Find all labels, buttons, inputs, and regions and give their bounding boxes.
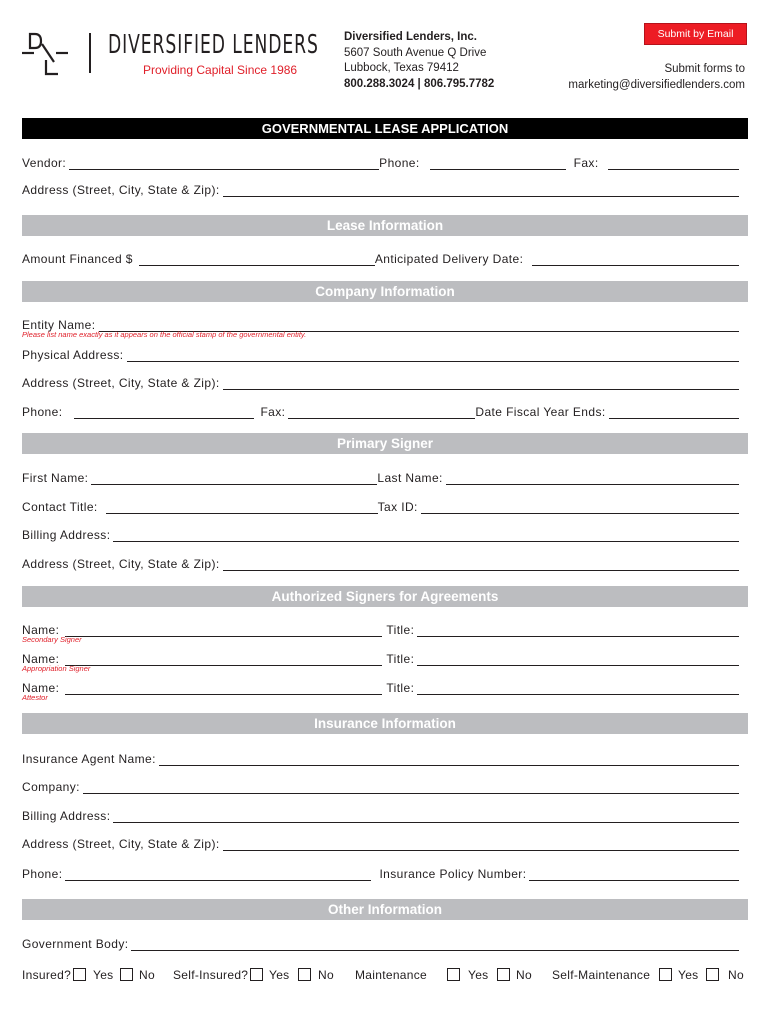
attestor-note: Attestor <box>22 693 48 702</box>
signer-address-label: Address (Street, City, State & Zip): <box>22 557 220 571</box>
vendor-row <box>22 152 739 170</box>
tax-id-label: Tax ID: <box>377 500 418 514</box>
insurance-agent-label: Insurance Agent Name: <box>22 752 156 766</box>
insurance-company-field[interactable] <box>83 781 739 794</box>
insurance-company-row <box>22 776 739 794</box>
checkbox-row <box>22 966 752 984</box>
secondary-signer-note: Secondary Signer <box>22 635 82 644</box>
insured-no-checkbox[interactable] <box>120 968 133 981</box>
fiscal-year-label: Date Fiscal Year Ends: <box>475 405 606 419</box>
vendor-field[interactable] <box>69 157 379 170</box>
maintenance-no-checkbox[interactable] <box>497 968 510 981</box>
appropriation-signer-note: Appropriation Signer <box>22 664 91 673</box>
authorized-name-label-2: Name: <box>22 652 60 666</box>
company-address-field[interactable] <box>223 377 739 390</box>
physical-address-label: Physical Address: <box>22 348 124 362</box>
insurance-agent-field[interactable] <box>159 753 739 766</box>
contact-title-label: Contact Title: <box>22 500 98 514</box>
last-name-label: Last Name: <box>377 471 443 485</box>
self-maintenance-no-label: No <box>728 968 744 982</box>
authorized-row-3 <box>22 677 739 695</box>
other-section-header: Other Information <box>22 899 748 920</box>
policy-number-label: Insurance Policy Number: <box>379 867 527 881</box>
authorized-name-label-1: Name: <box>22 623 60 637</box>
signer-billing-field[interactable] <box>113 529 739 542</box>
logo-tagline: Providing Capital Since 1986 <box>143 63 298 77</box>
signer-name-row <box>22 467 739 485</box>
insurance-agent-row <box>22 748 739 766</box>
tax-id-field[interactable] <box>421 501 739 514</box>
company-phone-field[interactable] <box>74 406 254 419</box>
company-fax-field[interactable] <box>288 406 475 419</box>
physical-address-row <box>22 344 739 362</box>
company-section-header: Company Information <box>22 281 748 302</box>
company-street: 5607 South Avenue Q Drive <box>344 46 487 59</box>
authorized-row-1 <box>22 619 739 637</box>
government-body-field[interactable] <box>131 938 739 951</box>
vendor-phone-label: Phone: <box>379 156 420 170</box>
insurance-address-field[interactable] <box>223 838 739 851</box>
company-phone-row <box>22 401 739 419</box>
delivery-date-field[interactable] <box>532 253 739 266</box>
authorized-title-label-1: Title: <box>386 623 415 637</box>
signer-billing-row <box>22 524 739 542</box>
amount-financed-field[interactable] <box>139 253 375 266</box>
submit-note-text: Submit forms to <box>664 63 745 75</box>
insurance-billing-label: Billing Address: <box>22 809 111 823</box>
authorized-title-label-3: Title: <box>386 681 415 695</box>
insurance-company-label: Company: <box>22 780 80 794</box>
company-name: Diversified Lenders, Inc. <box>344 31 477 43</box>
fiscal-year-field[interactable] <box>609 406 739 419</box>
submit-email-link[interactable]: marketing@diversifiedlenders.com <box>568 79 745 91</box>
self-insured-no-label: No <box>318 968 334 982</box>
form-title: GOVERNMENTAL LEASE APPLICATION <box>22 118 748 139</box>
delivery-date-label: Anticipated Delivery Date: <box>374 252 524 266</box>
company-phone-label: Phone: <box>22 405 63 419</box>
authorized-signers-section-header: Authorized Signers for Agreements <box>22 586 748 607</box>
first-name-field[interactable] <box>91 472 377 485</box>
insurance-phone-row <box>22 863 739 881</box>
authorized-title-field-2[interactable] <box>417 653 739 666</box>
maintenance-yes-label: Yes <box>468 968 489 982</box>
signer-address-row <box>22 553 739 571</box>
signer-address-field[interactable] <box>223 558 739 571</box>
insurance-address-row <box>22 833 739 851</box>
company-address-label: Address (Street, City, State & Zip): <box>22 376 220 390</box>
insurance-phone-field[interactable] <box>65 868 371 881</box>
vendor-label: Vendor: <box>22 156 67 170</box>
maintenance-label: Maintenance <box>355 968 428 982</box>
policy-number-field[interactable] <box>529 868 739 881</box>
last-name-field[interactable] <box>446 472 739 485</box>
contact-title-field[interactable] <box>106 501 378 514</box>
authorized-name-label-3: Name: <box>22 681 60 695</box>
insurance-billing-row <box>22 805 739 823</box>
maintenance-yes-checkbox[interactable] <box>447 968 460 981</box>
self-insured-yes-label: Yes <box>269 968 290 982</box>
lease-row <box>22 248 739 266</box>
logo-divider <box>89 33 91 73</box>
authorized-name-field-2[interactable] <box>65 653 382 666</box>
government-body-label: Government Body: <box>22 937 129 951</box>
insured-yes-label: Yes <box>93 968 114 982</box>
entity-note: Please list name exactly as it appears on the official stamp of the governmental entity. <box>22 330 307 339</box>
maintenance-no-label: No <box>516 968 532 982</box>
authorized-title-label-2: Title: <box>386 652 415 666</box>
vendor-fax-label: Fax: <box>573 156 599 170</box>
first-name-label: First Name: <box>22 471 89 485</box>
vendor-address-label: Address (Street, City, State & Zip): <box>22 183 220 197</box>
insurance-phone-label: Phone: <box>22 867 63 881</box>
self-maintenance-no-checkbox[interactable] <box>706 968 719 981</box>
company-address-row <box>22 372 739 390</box>
lease-section-header: Lease Information <box>22 215 748 236</box>
authorized-title-field-1[interactable] <box>417 624 739 637</box>
self-insured-no-checkbox[interactable] <box>298 968 311 981</box>
submit-note <box>568 61 745 93</box>
insurance-section-header: Insurance Information <box>22 713 748 734</box>
insured-no-label: No <box>139 968 155 982</box>
insured-label: Insured? <box>22 968 72 982</box>
government-body-row <box>22 933 739 951</box>
company-address-block <box>344 30 494 92</box>
vendor-address-field[interactable] <box>223 184 739 197</box>
self-maintenance-yes-label: Yes <box>678 968 699 982</box>
amount-financed-label: Amount Financed $ <box>22 252 133 266</box>
self-maintenance-label: Self-Maintenance <box>552 968 651 982</box>
vendor-address-row <box>22 179 739 197</box>
authorized-name-field-1[interactable] <box>65 624 382 637</box>
authorized-name-field-3[interactable] <box>65 682 382 695</box>
self-maintenance-yes-checkbox[interactable] <box>659 968 672 981</box>
signer-title-row <box>22 496 739 514</box>
company-phones: 800.288.3024 | 806.795.7782 <box>344 77 495 90</box>
submit-by-email-button[interactable]: Submit by Email <box>644 23 747 45</box>
authorized-title-field-3[interactable] <box>417 682 739 695</box>
company-fax-label: Fax: <box>260 405 286 419</box>
logo-wordmark: DIVERSIFIED LENDERS <box>108 30 319 60</box>
insurance-billing-field[interactable] <box>113 810 739 823</box>
self-insured-label: Self-Insured? <box>173 968 249 982</box>
self-insured-yes-checkbox[interactable] <box>250 968 263 981</box>
entity-name-label: Entity Name: <box>22 318 96 332</box>
logo-dl-icon <box>22 30 72 78</box>
primary-signer-section-header: Primary Signer <box>22 433 748 454</box>
physical-address-field[interactable] <box>127 349 739 362</box>
insurance-address-label: Address (Street, City, State & Zip): <box>22 837 220 851</box>
vendor-phone-field[interactable] <box>430 157 566 170</box>
company-city: Lubbock, Texas 79412 <box>344 62 459 74</box>
vendor-fax-field[interactable] <box>608 157 739 170</box>
insured-yes-checkbox[interactable] <box>73 968 86 981</box>
signer-billing-label: Billing Address: <box>22 528 111 542</box>
authorized-row-2 <box>22 648 739 666</box>
